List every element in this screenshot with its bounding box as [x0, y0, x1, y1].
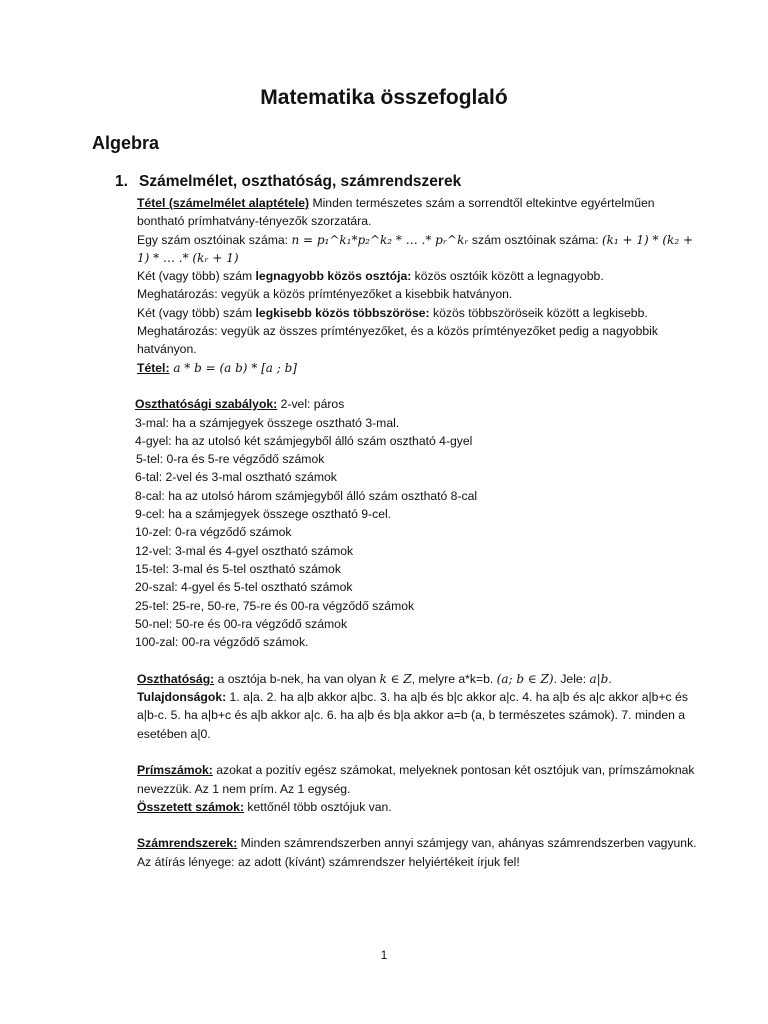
divisibility-rule-item: 15-tel: 3-mal és 5-tel osztható számok [135, 561, 341, 576]
divisibility-definition [137, 670, 697, 688]
divisibility-rule-item: 5-tel: 0-ra és 5-re végződő számok [136, 452, 325, 467]
theorem-text: Minden természetes szám a sorrendtől eltekintve egyértelműen bontható prímhatvány-tényezők szorzatára. [137, 196, 655, 229]
divisibility-rule-item: 3-mal: ha a számjegyek összege osztható 3-mal. [135, 415, 400, 430]
composite-text: kettőnél több osztójuk van. [244, 799, 392, 814]
section-heading: Algebra [92, 133, 160, 153]
lcm-term: legkisebb közös többszöröse: [255, 305, 430, 320]
divisibility-rule-item: 9-cel: ha a számjegyek összege osztható 9-cel. [135, 507, 392, 522]
divisibility-rule-item: 20-szal: 4-gyel és 5-tel osztható számok [135, 580, 353, 595]
divisibility-rule-item: 50-nel: 50-re és 00-ra végződő számok [135, 616, 348, 631]
subsection-heading [115, 173, 461, 191]
subsection-title: Számelmélet, oszthatóság, számrendszerek [139, 173, 462, 190]
divisibility-rule-first: 2-vel: páros [277, 397, 345, 412]
gcd-term: legnagyobb közös osztója: [255, 269, 412, 284]
gcd-lcm-identity [137, 359, 697, 377]
gcd-post: közös osztóik között a legnagyobb. [411, 269, 604, 284]
fundamental-theorem [137, 194, 697, 231]
number-systems-definition [137, 834, 697, 871]
number-systems-label: Számrendszerek: [137, 836, 238, 851]
divisibility-rule-item: 10-zel: 0-ra végződő számok [135, 525, 292, 540]
identity-label: Tétel: [137, 360, 170, 375]
divisibility-rule-item: 25-tel: 25-re, 50-re, 75-re és 00-ra végződő számok [135, 598, 415, 613]
divisibility-formula: (a; b ∈ Z) [496, 671, 554, 686]
divisibility-rules-label: Oszthatósági szabályok: [135, 397, 278, 412]
lcm-post: közös többszöröseik között a legkisebb. [429, 305, 648, 320]
divisor-count-intro: Egy szám osztóinak száma: [137, 232, 292, 247]
subsection-number: 1. [115, 173, 128, 190]
divisor-count-formula [137, 231, 697, 268]
divisibility-rule-item [135, 395, 697, 413]
lcm-pre: Két (vagy több) szám [137, 305, 256, 320]
divisibility-properties [137, 688, 697, 743]
gcd-definition [137, 267, 697, 285]
divisibility-rule-item: 100-zal: 00-ra végződő számok. [135, 635, 309, 650]
composite-label: Összetett számok: [137, 799, 245, 814]
theorem-label: Tétel (számelmélet alaptétele) [137, 196, 310, 210]
document-body [137, 194, 697, 871]
divisibility-rules [137, 395, 697, 651]
gcd-method: Meghatározás: vegyük a közös prímtényezőket a kisebbik hatványon. [137, 287, 513, 302]
prime-factorization-formula: n = p₁^k₁*p₂^k₂ * … .* pᵣ^kᵣ [291, 232, 469, 247]
divisor-count-expression: (k₁ + 1) * (k₂ + 1) * … .* (kᵣ + 1) [137, 232, 693, 265]
identity-formula: a * b = (a b) * [a ; b] [169, 360, 297, 375]
composite-definition [137, 798, 697, 816]
divisibility-rule-item: 12-vel: 3-mal és 4-gyel osztható számok [135, 543, 354, 558]
divisibility-text: a osztója b-nek, ha van olyan [214, 671, 380, 686]
properties-label: Tulajdonságok: [137, 690, 227, 705]
divisibility-notation: a|b [589, 671, 609, 686]
document-title: Matematika összefoglaló [260, 86, 508, 109]
divisibility-formula: k ∈ Z [379, 671, 412, 686]
divisibility-text: . Jele: [553, 671, 590, 686]
primes-text: azokat a pozitív egész számokat, melyeknek pontosan két osztójuk van, prímszámoknak nevezzük. Az 1 nem prím. Az 1 egység. [137, 763, 695, 796]
primes-label: Prímszámok: [137, 763, 213, 778]
gcd-pre: Két (vagy több) szám [137, 269, 256, 284]
primes-definition [137, 761, 697, 798]
number-systems-text: Minden számrendszerben annyi számjegy van, ahányas számrendszerben vagyunk. Az átírás lényege: az adott (kívánt) számrendszer helyiértékeit írjuk fel! [137, 836, 697, 869]
divisibility-rule-item: 6-tal: 2-vel és 3-mal osztható számok [135, 470, 337, 485]
properties-text: 1. a|a. 2. ha a|b akkor a|bc. 3. ha a|b és b|c akkor a|c. 4. ha a|b és a|c akkor a|b+c és a|b-c. 5. ha a|b+c és a|b akkor a|c. 6. ha a|b és b|a akkor a=b (a, b természetes számok). 7. minden a esetében a|0. [137, 690, 688, 741]
divisibility-text: , melyre a*k=b. [411, 671, 497, 686]
divisibility-rule-item: 4-gyel: ha az utolsó két számjegyből álló szám osztható 4-gyel [135, 433, 473, 448]
divisibility-text: . [608, 671, 612, 686]
lcm-definition [137, 304, 697, 322]
lcm-method: Meghatározás: vegyük az összes prímtényezőket, és a közös prímtényezőket pedig a nagyobbik hatványon. [137, 324, 658, 357]
divisibility-label: Oszthatóság: [137, 671, 215, 686]
divisor-count-mid: szám osztóinak száma: [468, 232, 602, 247]
divisibility-rule-item: 8-cal: ha az utolsó három számjegyből álló szám osztható 8-cal [135, 488, 478, 503]
page-number: 1 [380, 948, 388, 962]
